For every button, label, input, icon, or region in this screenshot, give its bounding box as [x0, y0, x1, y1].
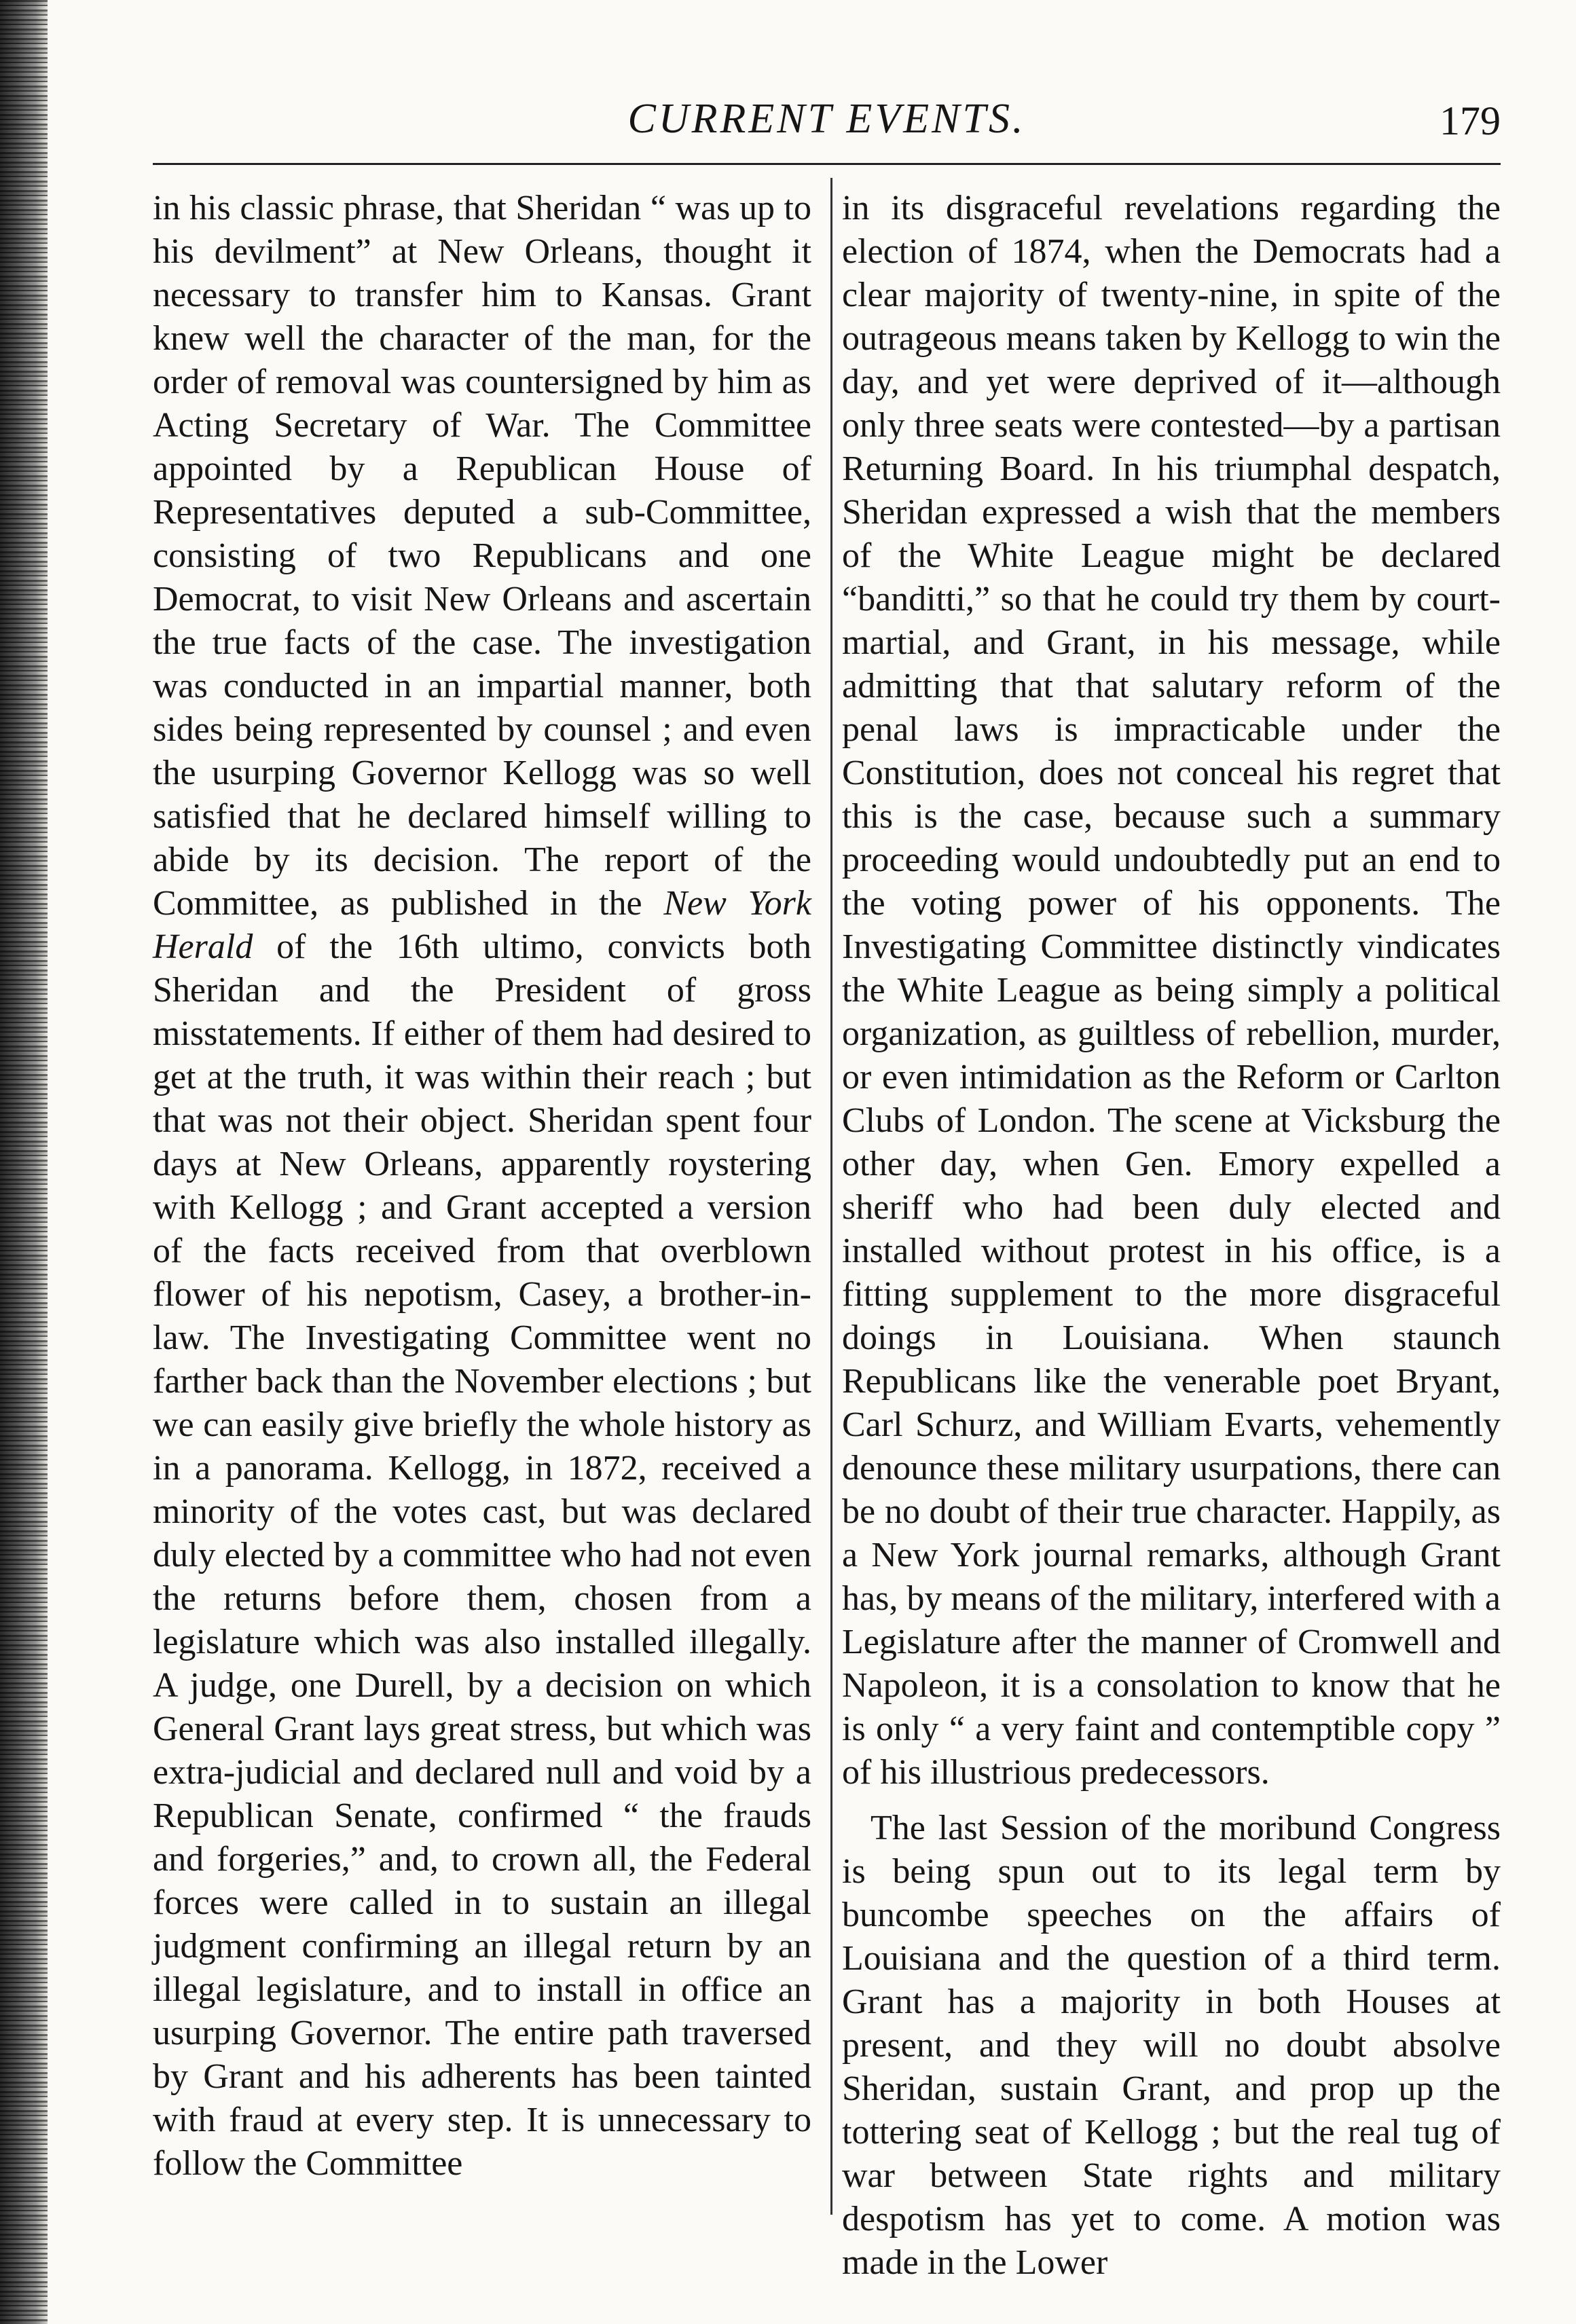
header-rule	[153, 163, 1501, 165]
left-column	[153, 187, 811, 2185]
running-title: CURRENT EVENTS.	[627, 96, 1026, 142]
left-text-after-italic: of the 16th ultimo, convicts both Sheridan and the President of gross misstatements. If either of them had desired to get at the truth, it was within their reach ; but that was not their object. Sheridan spent four days at New Orleans, apparently roystering with Kellogg ; and Grant accepted a version of the facts received from that overblown flower of his nepotism, Casey, a brother-in-law. The Investigating Committee went no farther back than the November elections ; but we can easily give briefly the whole history as in a panorama. Kellogg, in 1872, received a minority of the votes cast, but was declared duly elected by a committee who had not even the returns before them, chosen from a legislature which was also installed illegally. A judge, one Durell, by a decision on which General Grant lays great stress, but which was extra-judicial and declared null and void by a Republican Senate, confirmed “ the frauds and forgeries,” and, to crown all, the Federal forces were called in to sustain an illegal judgment confirming an illegal return by an illegal legislature, and to install in office an usurping Governor. The entire path traversed by Grant and his adherents has been tainted with fraud at every step. It is unnecessary to follow the Committee	[153, 927, 811, 2183]
left-paragraph	[153, 187, 811, 2185]
left-text-before-italic: in his classic phrase, that Sheridan “ was up to his devilment” at New Orleans, thought it necessary to transfer him to Kansas. Grant knew well the character of the man, for the order of removal was countersigned by him as Acting Secretary of War. The Committee appointed by a Republican House of Representatives deputed a sub-Committee, consisting of two Republicans and one Democrat, to visit New Orleans and ascertain the true facts of the case. The investigation was conducted in an impartial manner, both sides being represented by counsel ; and even the usurping Governor Kellogg was so well satisfied that he declared himself willing to abide by its decision. The report of the Committee, as published in the	[153, 189, 811, 923]
newspaper-title: New York Herald	[153, 884, 811, 966]
page-header	[153, 95, 1501, 170]
right-column	[842, 187, 1501, 2285]
right-paragraph-1: in its disgraceful revelations regarding the election of 1874, when the Democrats had a clear majority of twenty-nine, in spite of the outrageous means taken by Kellogg to win the day, and yet were deprived of it—although only three seats were contested—by a partisan Returning Board. In his triumphal despatch, Sheridan expressed a wish that the members of the White League might be declared “banditti,” so that he could try them by court-martial, and Grant, in his message, while admitting that that salutary reform of the penal laws is impracticable under the Constitution, does not conceal his regret that this is the case, because such a summary proceeding would undoubtedly put an end to the voting power of his opponents. The Investigating Committee distinctly vindicates the White League as being simply a political organization, as guiltless of rebellion, murder, or even intimidation as the Reform or Carlton Clubs of London. The scene at Vicksburg the other day, when Gen. Emory expelled a sheriff who had been duly elected and installed without protest in his office, is a fitting supplement to the more disgraceful doings in Louisiana. When staunch Republicans like the venerable poet Bryant, Carl Schurz, and William Evarts, vehemently denounce these military usurpations, there can be no doubt of their true character. Happily, as a New York journal remarks, although Grant has, by means of the military, interfered with a Legislature after the manner of Cromwell and Napoleon, it is a consolation to know that he is only “ a very faint and contemptible copy ” of his illustrious predecessors.	[842, 189, 1501, 1792]
book-spine-shadow	[0, 0, 48, 2324]
page-number: 179	[1440, 98, 1501, 143]
right-paragraph-2: The last Session of the moribund Congress is being spun out to its legal term by buncombe speeches on the affairs of Louisiana and the question of a third term. Grant has a majority in both Houses at present, and they will no doubt absolve Sheridan, sustain Grant, and prop up the tottering seat of Kellogg ; but the real tug of war between State rights and military despotism has yet to come. A motion was made in the Lower	[842, 1809, 1501, 2282]
column-divider	[830, 178, 832, 2215]
